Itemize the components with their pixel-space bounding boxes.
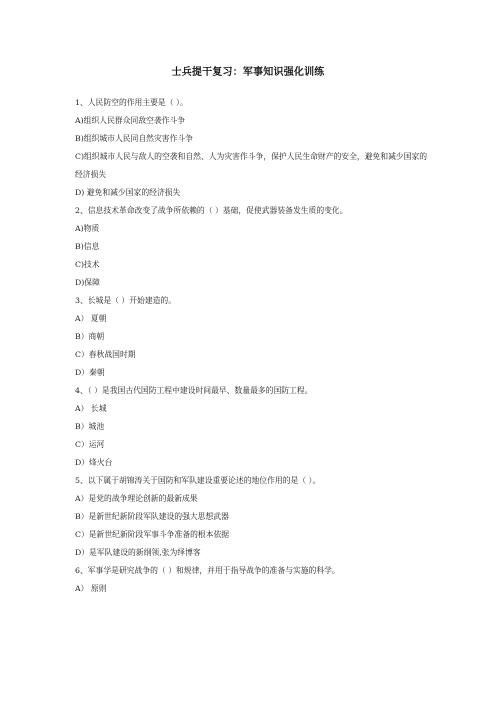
answer-option: C）是新世纪新阶段军事斗争准备的根本依据	[75, 530, 230, 539]
question-stem: 3、长城是（ ）开始建造的。	[75, 296, 177, 305]
answer-option: D）秦朝	[75, 368, 105, 377]
answer-option: A)组织人民群众同敌空袭作斗争	[75, 116, 186, 125]
question-stem: 4、（ ）是我国古代国防工程中建设时间最早、数量最多的国防工程。	[75, 386, 313, 395]
answer-option: A）是党的战争理论创新的最新成果	[75, 494, 198, 503]
answer-option: A） 原则	[75, 584, 107, 593]
question-stem: 2、信息技术革命改变了战争所依赖的（ ）基础，促使武器装备发生质的变化。	[75, 206, 348, 215]
question-stem: 1、人民防空的作用主要是（ ）。	[75, 98, 188, 107]
answer-option: C)组织城市人民与敌人的空袭和自然、人为灾害作斗争，保护人民生命财产的安全，避免和减少国家的经济损失	[75, 152, 428, 179]
answer-option: A） 夏朝	[75, 314, 107, 323]
answer-option: C）运河	[75, 440, 105, 449]
answer-option: C)技术	[75, 260, 100, 269]
question-list	[75, 94, 431, 598]
answer-option: B)组织城市人民同自然灾害作斗争	[75, 134, 193, 143]
answer-option: D)保障	[75, 278, 100, 287]
answer-option: A)物质	[75, 224, 100, 233]
answer-option: D）是军队建设的新纲领,张为绎博客	[75, 548, 201, 557]
answer-option: B）是新世纪新阶段军队建设的强大思想武器	[75, 512, 229, 521]
question-stem: 5、以下属于胡锦涛关于国防和军队建设重要论述的地位作用的是（ ）。	[75, 476, 321, 485]
answer-option: B)信息	[75, 242, 100, 251]
answer-option: D) 避免和减少国家的经济损失	[75, 188, 181, 197]
answer-option: D）烽火台	[75, 458, 113, 467]
question-stem: 6、军事学是研究战争的（ ）和规律，并用于指导战争的准备与实施的科学。	[75, 566, 340, 575]
document-title: 士兵提干复习：军事知识强化训练	[171, 67, 325, 78]
answer-option: B）商朝	[75, 332, 105, 341]
answer-option: C）春秋战国时期	[75, 350, 136, 359]
answer-option: A） 长城	[75, 404, 107, 413]
answer-option: B）城池	[75, 422, 105, 431]
